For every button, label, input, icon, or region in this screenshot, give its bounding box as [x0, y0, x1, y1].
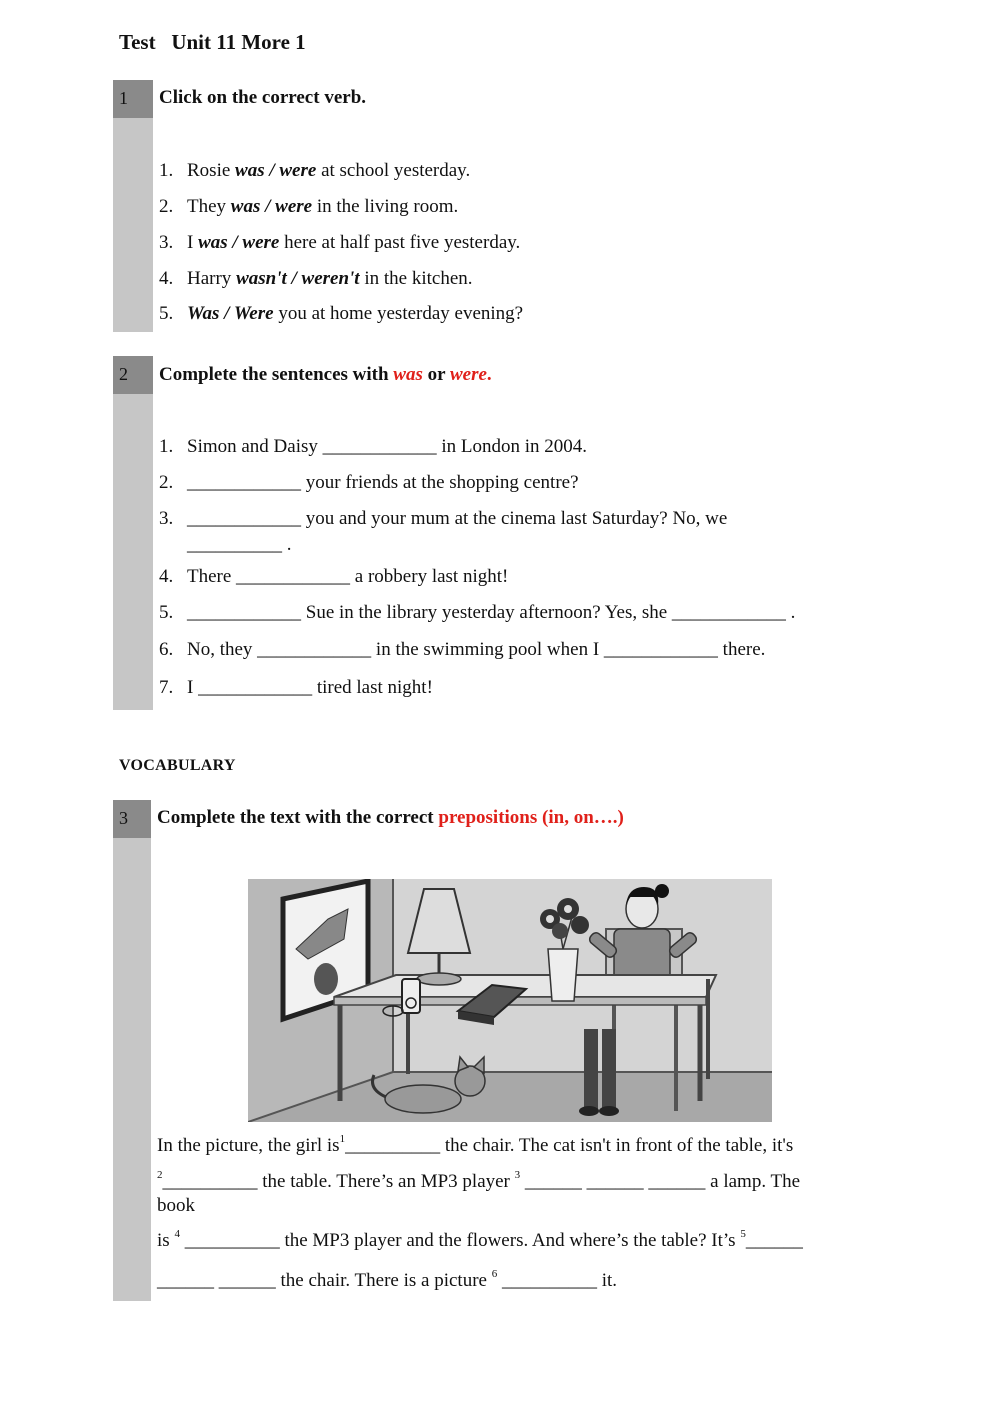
verb-choice[interactable]: was / were [235, 160, 317, 181]
section-3-sidebar [113, 800, 151, 1301]
list-item: 5. Was / Were you at home yesterday evening? [159, 303, 524, 324]
room-illustration [248, 879, 772, 1122]
section-2-sidebar [113, 356, 153, 710]
section-3-heading: Complete the text with the correct prepositions (in, on….) [157, 807, 624, 828]
sentence-with-blanks[interactable]: No, they ____________ in the swimming pool when I ____________ there. [187, 639, 766, 660]
list-item: 2. They was / were in the living room. [159, 196, 459, 217]
list-item: 1. Simon and Daisy ____________ in London in 2004. [159, 436, 588, 457]
verb-choice[interactable]: Was / Were [187, 303, 274, 324]
list-item: 1. Rosie was / were at school yesterday. [159, 160, 471, 181]
sentence-with-blanks[interactable]: __________ . [187, 534, 292, 555]
paragraph-line: $^2$__________ the table. There’s an MP3 player $^3$ ______ ______ ______ a lamp. The [157, 1169, 801, 1192]
verb-choice[interactable]: wasn't / weren't [236, 268, 360, 289]
section-number: 3 [113, 800, 151, 838]
blank-5-cont[interactable]: ______ ______ the chair. There is a picture [157, 1270, 492, 1291]
vocabulary-label: VOCABULARY [119, 757, 236, 774]
sentence-with-blanks[interactable]: I ____________ tired last night! [187, 677, 433, 698]
blank-3[interactable]: ______ ______ ______ a lamp. The [520, 1171, 801, 1192]
verb-choice[interactable]: was / were [230, 196, 313, 217]
paragraph-line: is $^4$ __________ the MP3 player and the flowers. And where’s the table? It’s $^5$______ [157, 1228, 803, 1251]
list-item: 7. I ____________ tired last night! [159, 677, 433, 698]
paragraph-line: ______ ______ the chair. There is a picture $^6$ __________ it. [157, 1268, 618, 1291]
sentence-with-blanks[interactable]: ____________ you and your mum at the cinema last Saturday? No, we [187, 508, 728, 529]
section-1-sidebar [113, 80, 153, 332]
list-item: 2. ____________ your friends at the shopping centre? [159, 472, 579, 493]
verb-choice[interactable]: was / were [198, 232, 280, 253]
sentence-with-blanks[interactable]: There ____________ a robbery last night! [187, 566, 509, 587]
sentence-with-blanks[interactable]: Simon and Daisy ____________ in London in 2004. [187, 436, 588, 457]
list-item: 6. No, they ____________ in the swimming pool when I ____________ there. [159, 639, 766, 660]
sentence-with-blanks[interactable]: ____________ Sue in the library yesterday afternoon? Yes, she ____________ . [187, 602, 796, 623]
section-number: 2 [113, 356, 153, 394]
blank-5[interactable]: ______ [745, 1230, 803, 1251]
list-item: 4. There ____________ a robbery last night! [159, 566, 509, 587]
list-item-continuation [159, 534, 292, 556]
list-item: 3. I was / were here at half past five yesterday. [159, 232, 521, 253]
section-1-heading: Click on the correct verb. [159, 87, 367, 108]
paragraph-line: In the picture, the girl $is^1\_\_\_\_\_\_\_\_\_\_$ the chair. The cat isn't in front of the table, it's [157, 1133, 794, 1156]
blank-4[interactable]: __________ the MP3 player and the flowers. And where’s the table? It’s [179, 1230, 741, 1251]
sentence-with-blanks[interactable]: ____________ your friends at the shopping centre? [187, 472, 579, 493]
section-2-heading: Complete the sentences with was or were. [159, 364, 492, 385]
paragraph-line: book [157, 1195, 195, 1216]
blank-1[interactable]: __________ the chair. The cat isn't in front of the table, it's [345, 1135, 794, 1156]
section-number: 1 [113, 80, 153, 118]
page-title: Test Unit 11 More 1 [119, 30, 306, 54]
list-item: 4. Harry wasn't / weren't in the kitchen. [159, 268, 473, 289]
list-item: 5. ____________ Sue in the library yesterday afternoon? Yes, she ____________ . [159, 602, 796, 623]
list-item: 3. ____________ you and your mum at the cinema last Saturday? No, we [159, 508, 728, 529]
blank-2[interactable]: __________ the table. There’s an MP3 player [162, 1171, 515, 1192]
blank-6[interactable]: __________ it. [497, 1270, 618, 1291]
